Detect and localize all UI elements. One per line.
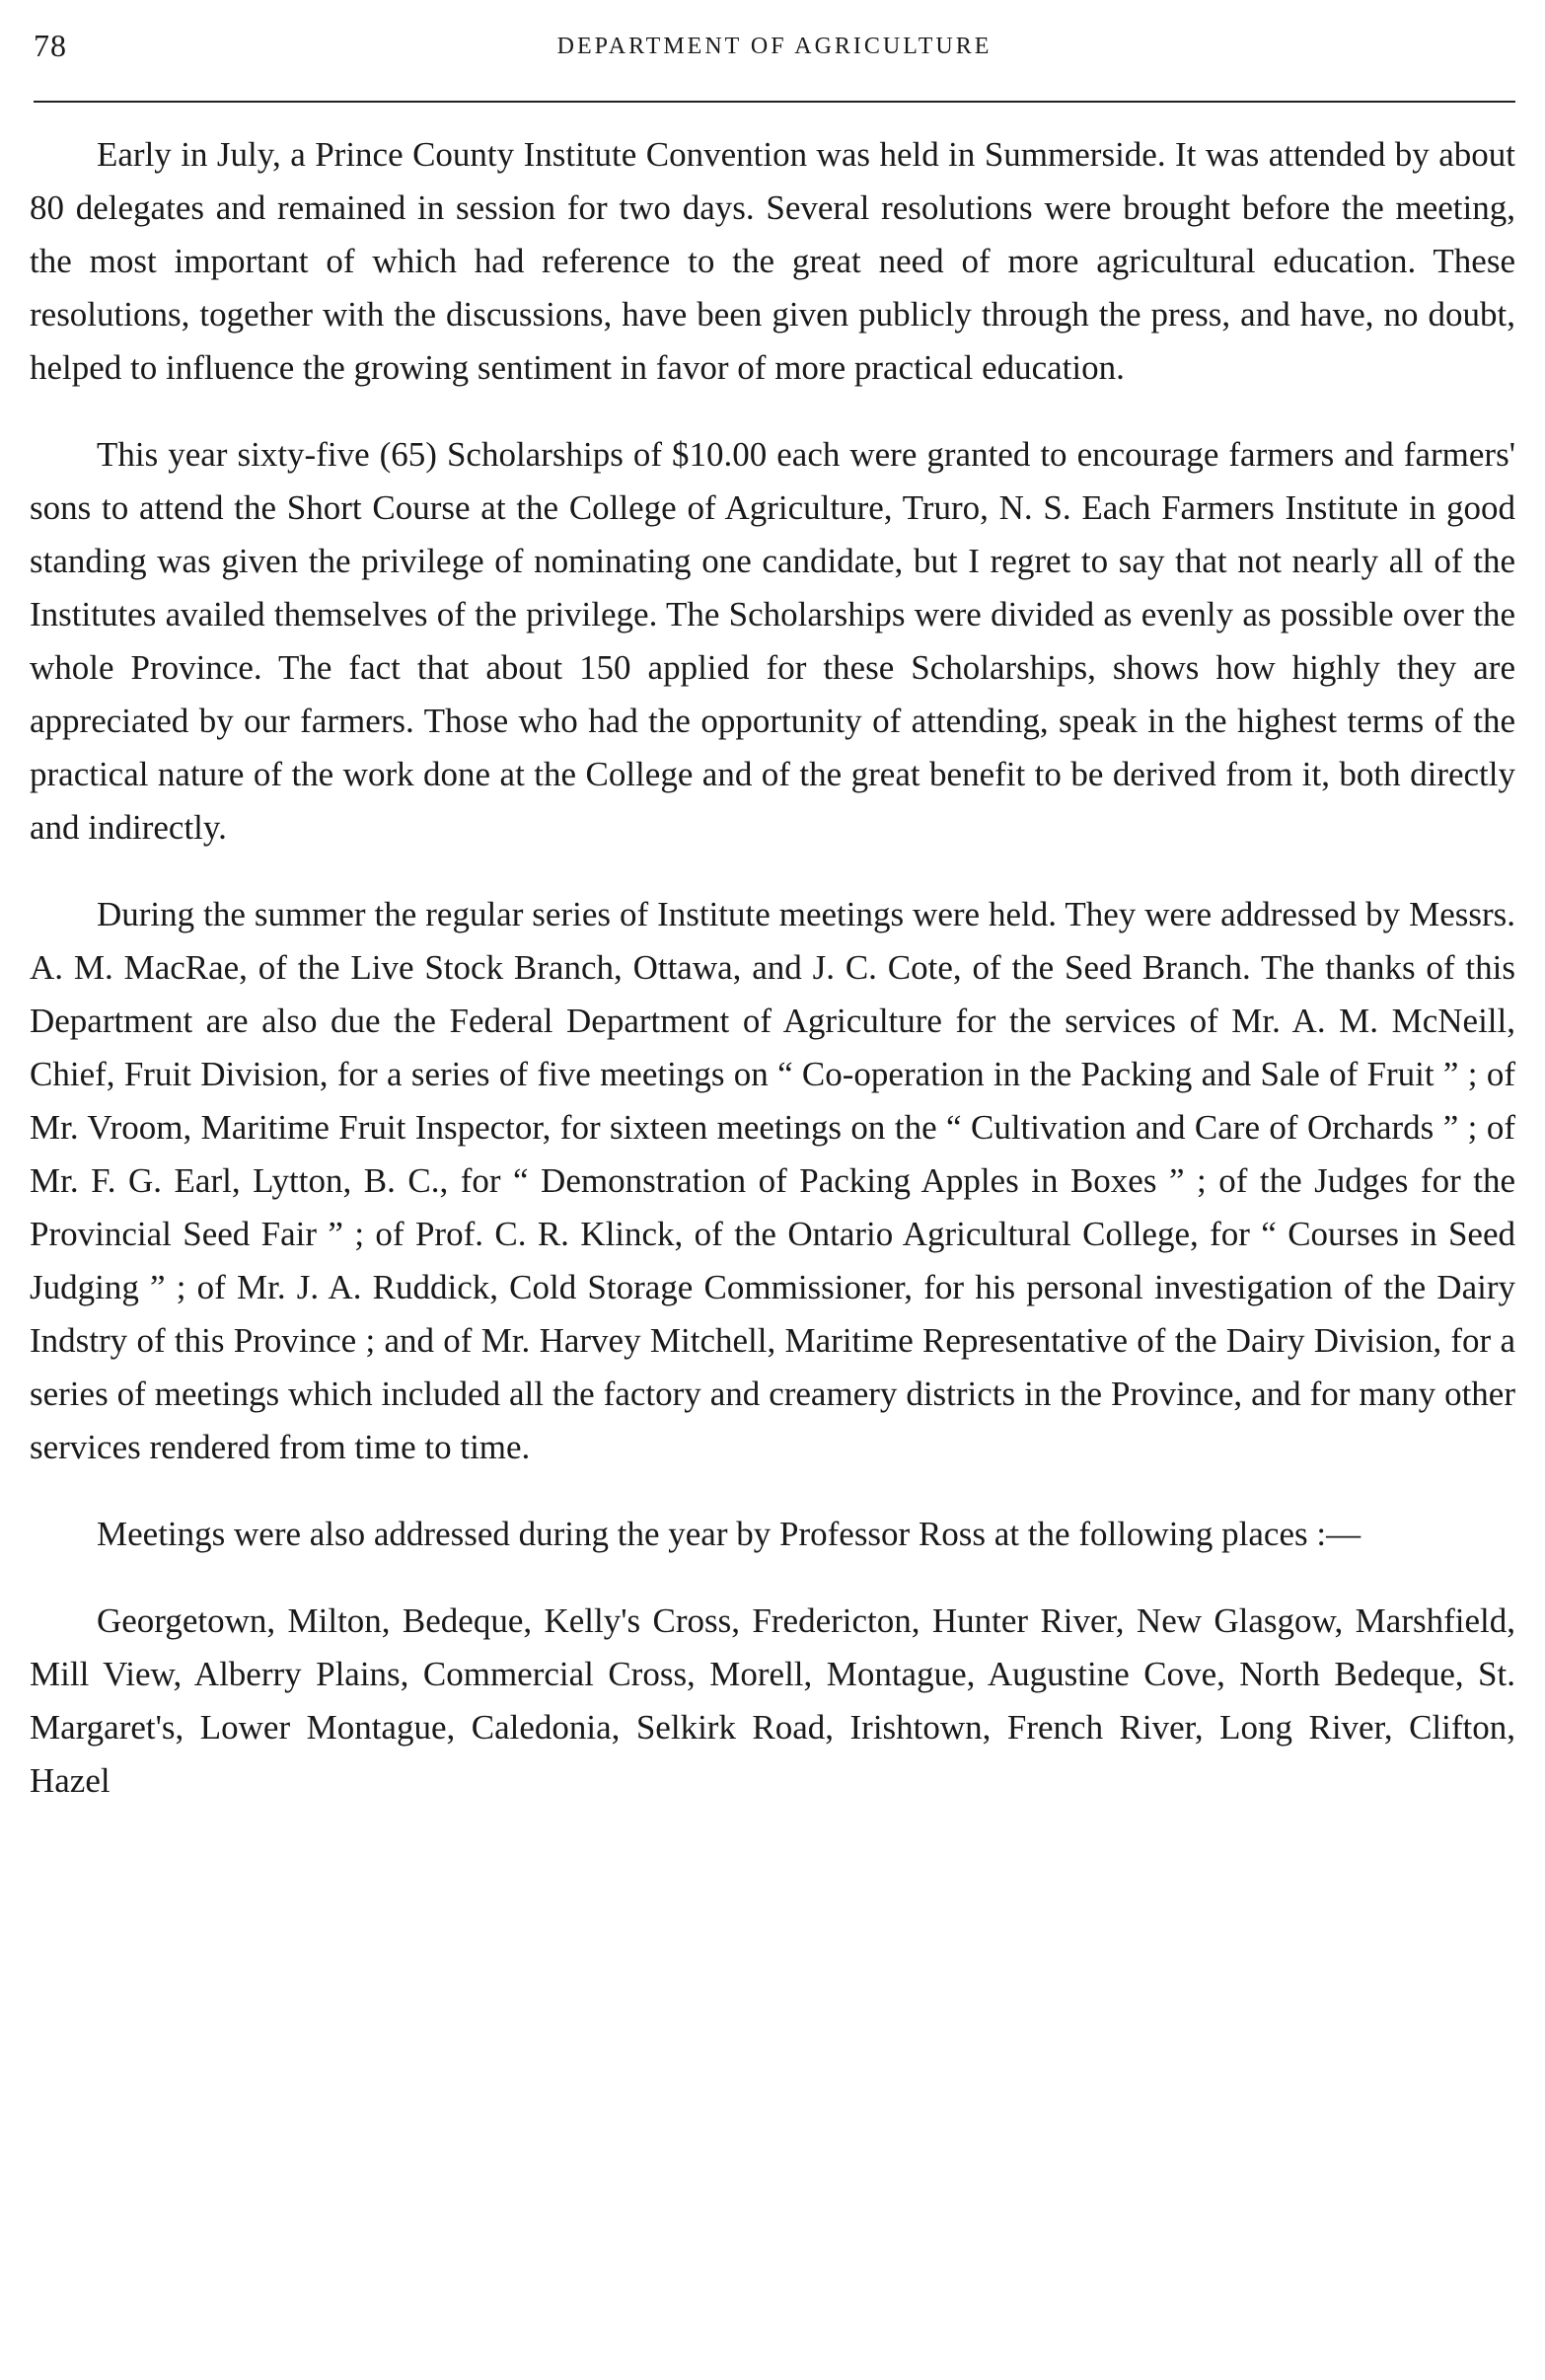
paragraph-institute-meetings: During the summer the regular series of Institute meetings were held. They were addressed by Messrs. A. M. MacRae, of the Live Stock Branch, Ottawa, and J. C. Cote, of the Seed Branch. The thanks of this Department are also due the Federal Department of Agriculture for the services of Mr. A. M. McNeill, Chief, Fruit Division, for a series of five meetings on “ Co-operation in the Packing and Sale of Fruit ” ; of Mr. Vroom, Maritime Fruit Inspector, for sixteen meetings on the “ Cultivation and Care of Orchards ” ; of Mr. F. G. Earl, Lytton, B. C., for “ Demonstration of Packing Apples in Boxes ” ; of the Judges for the Provincial Seed Fair ” ; of Prof. C. R. Klinck, of the Ontario Agricultural College, for “ Courses in Seed Judging ” ; of Mr. J. A. Ruddick, Cold Storage Commissioner, for his personal investigation of the Dairy Indstry of this Province ; and of Mr. Harvey Mitchell, Maritime Representative of the Dairy Division, for a series of meetings which included all the factory and creamery districts in the Province, and for many other services rendered from time to time. [30, 895, 1515, 1466]
running-head: DEPARTMENT OF AGRICULTURE [556, 34, 993, 59]
paragraph-professor-ross: Meetings were also addressed during the year by Professor Ross at the following places :— [97, 1515, 1361, 1553]
header-rule [34, 101, 1515, 103]
page-number: 78 [34, 28, 67, 63]
body-text [30, 128, 1515, 1808]
paragraph-convention: Early in July, a Prince County Institute Convention was held in Summerside. It was attended by about 80 delegates and remained in session for two days. Several resolutions were brought before the meeting, the most important of which had reference to the great need of more agricultural education. These resolutions, together with the discussions, have been given publicly through the press, and have, no doubt, helped to influence the growing sentiment in favor of more practical education. [30, 135, 1515, 387]
page-header [30, 28, 1519, 67]
paragraph-places-list: Georgetown, Milton, Bedeque, Kelly's Cross, Fredericton, Hunter River, New Glasgow, Marshfield, Mill View, Alberry Plains, Commercial Cross, Morell, Montague, Augustine Cove, North Bedeque, St. Margaret's, Lower Montague, Caledonia, Selkirk Road, Irishtown, French River, Long River, Clifton, Hazel [30, 1601, 1515, 1800]
paragraph-scholarships: This year sixty-five (65) Scholarships of $10.00 each were granted to encourage farmers and farmers' sons to attend the Short Course at the College of Agriculture, Truro, N. S. Each Farmers Institute in good standing was given the privilege of nominating one candidate, but I regret to say that not nearly all of the Institutes availed themselves of the privilege. The Scholarships were divided as evenly as possible over the whole Province. The fact that about 150 applied for these Scholarships, shows how highly they are appreciated by our farmers. Those who had the opportunity of attending, speak in the highest terms of the practical nature of the work done at the College and of the great benefit to be derived from it, both directly and indirectly. [30, 435, 1515, 847]
